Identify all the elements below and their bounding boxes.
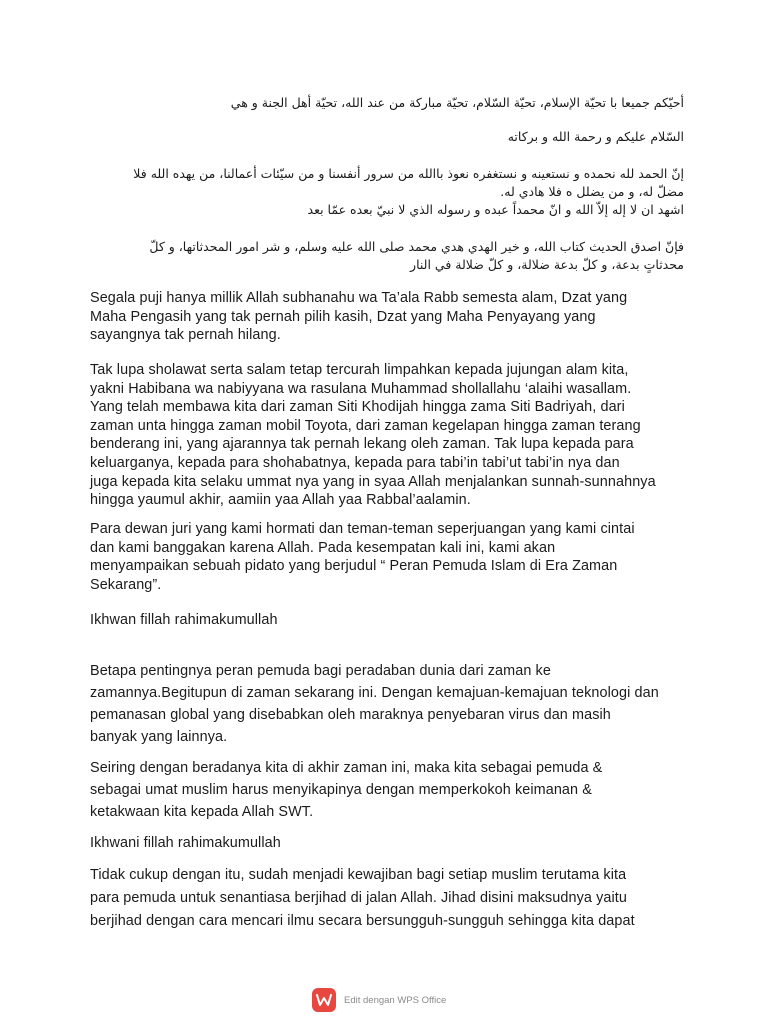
paragraph-line: ketakwaan kita kepada Allah SWT. [90, 804, 314, 820]
paragraph-line: banyak yang lainnya. [90, 729, 228, 745]
paragraph-line: hingga yaumul akhir, aamiin yaa Allah yaa Rabbal’aalamin. [90, 492, 471, 509]
paragraph-line: para pemuda untuk senantiasa berjihad di jalan Allah. Jihad disini maksudnya yaitu [90, 890, 627, 906]
wps-footer[interactable] [312, 986, 446, 1014]
paragraph-line: sayangnya tak pernah hilang. [90, 327, 281, 344]
paragraph-line: Betapa pentingnya peran pemuda bagi peradaban dunia dari zaman ke [90, 663, 551, 679]
paragraph-line: sebagai umat muslim harus menyikapinya dengan memperkokoh keimanan & [90, 782, 592, 798]
paragraph-line: Para dewan juri yang kami hormati dan teman-teman seperjuangan yang kami cintai [90, 521, 635, 537]
arabic-shahada-line: اشهد ان لا إله إلاّ الله و انّ محمداً عبده و رسوله الذي لا نبيّ بعده عمّا بعد [307, 202, 684, 217]
arabic-hadith-line-1: فإنّ اصدق الحديث كتاب الله، و خير الهدي هدي محمد صلى الله عليه وسلم، و شر امور المحدثاتها، و كلّ [149, 239, 684, 254]
arabic-hamd-line-1: إنّ الحمد لله نحمده و نستعينه و نستغفره نعوذ باالله من سرور أنفسنا و من سيّئات أعمالنا، من يهده الله فلا [133, 166, 684, 181]
paragraph-line: Tak lupa sholawat serta salam tetap tercurah limpahkan kepada jujungan alam kita, [90, 362, 629, 378]
paragraph-line: zamannya.Begitupun di zaman sekarang ini. Dengan kemajuan-kemajuan teknologi dan [90, 685, 659, 701]
paragraph-line: Segala puji hanya millik Allah subhanahu wa Ta’ala Rabb semesta alam, Dzat yang [90, 290, 628, 306]
paragraph-line: yakni Habibana wa nabiyyana wa rasulana Muhammad shollallahu ‘alaihi wasallam. [90, 380, 632, 397]
salutation-line: Ikhwan fillah rahimakumullah [90, 612, 278, 628]
arabic-hamd-line-2: مضلّ له، و من يضلل ه فلا هادي له. [500, 184, 684, 199]
paragraph-line: Yang telah membawa kita dari zaman Siti Khodijah hingga zama Siti Badriyah, dari [90, 399, 625, 416]
salutation-line: Ikhwani fillah rahimakumullah [90, 835, 281, 851]
paragraph-line: benderang ini, yang ajarannya tak pernah lekang oleh zaman. Tak lupa kepada para [90, 436, 634, 453]
wps-office-logo-icon[interactable] [312, 988, 336, 1012]
paragraph-line: menyampaikan sebuah pidato yang berjudul “ Peran Pemuda Islam di Era Zaman [90, 558, 618, 575]
paragraph-line: Sekarang”. [90, 576, 162, 593]
arabic-hadith-line-2: محدثاتٍ بدعة، و كلّ بدعة ضلالة، و كلّ ضلالة في النار [410, 257, 684, 272]
paragraph-line: pemanasan global yang disebabkan oleh maraknya penyebaran virus dan masih [90, 707, 611, 723]
paragraph-line: Tidak cukup dengan itu, sudah menjadi kewajiban bagi setiap muslim terutama kita [90, 867, 627, 883]
wps-edit-link[interactable]: Edit dengan WPS Office [344, 994, 447, 1006]
paragraph-line: Maha Pengasih yang tak pernah pilih kasih, Dzat yang Maha Penyayang yang [90, 308, 596, 325]
paragraph-line: Seiring dengan beradanya kita di akhir zaman ini, maka kita sebagai pemuda & [90, 760, 603, 776]
paragraph-line: dan kami banggakan karena Allah. Pada kesempatan kali ini, kami akan [90, 539, 556, 556]
paragraph-line: juga kepada kita selaku ummat nya yang in syaa Allah menjalankan sunnah-sunnahnya [90, 473, 656, 490]
arabic-greeting-line: أحيّكم جميعا با تحيّة الإسلام، تحيّة السّلام، تحيّة مباركة من عند الله، تحيّة أهل الجنة و هي [230, 95, 684, 110]
paragraph-line: zaman unta hingga zaman mobil Toyota, dari zaman kegelapan hingga zaman terang [90, 417, 641, 434]
arabic-salam-line: السّلام عليكم و رحمة الله و بركاته [507, 129, 684, 144]
paragraph-line: berjihad dengan cara mencari ilmu secara bersungguh-sungguh sehingga kita dapat [90, 913, 635, 929]
paragraph-line: keluarganya, kepada para shohabatnya, kepada para tabi’in tabi’ut tabi’in nya dan [90, 455, 620, 471]
